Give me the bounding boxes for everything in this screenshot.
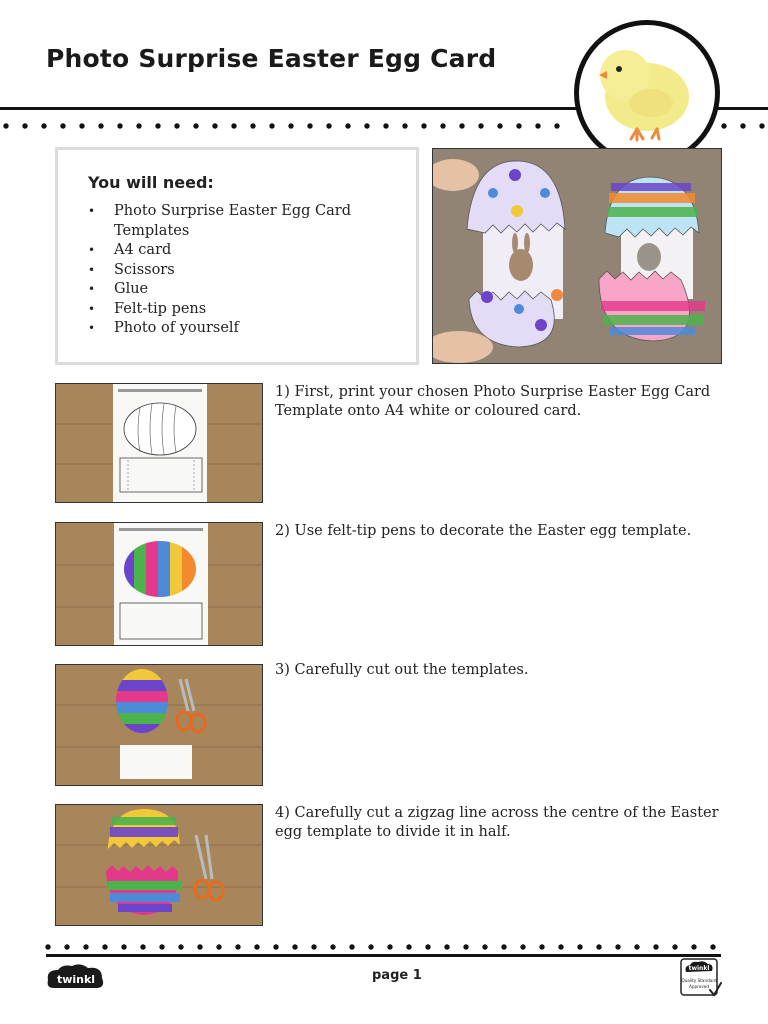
materials-list bbox=[88, 202, 388, 339]
step-4-text: 4) Carefully cut a zigzag line across the centre of the Easter egg template to divide it in half. bbox=[275, 805, 719, 840]
step-3-text: 3) Carefully cut out the templates. bbox=[275, 662, 529, 678]
finished-cards-photo bbox=[432, 148, 722, 364]
page-number: page 1 bbox=[372, 968, 422, 983]
step-4-photo bbox=[55, 804, 263, 926]
header-rule bbox=[0, 107, 585, 110]
badge-line-1: Quality Standard bbox=[681, 978, 717, 983]
materials-item: • Photo of yourself bbox=[88, 319, 388, 339]
quality-standard-badge bbox=[680, 958, 722, 998]
footer-rule bbox=[46, 954, 721, 957]
materials-item: • A4 card bbox=[88, 241, 388, 261]
step-2-text: 2) Use felt-tip pens to decorate the Easter egg template. bbox=[275, 523, 692, 539]
badge-logo-text: twinkl bbox=[688, 965, 710, 972]
page-title: Photo Surprise Easter Egg Card bbox=[46, 44, 497, 73]
step-1-text: 1) First, print your chosen Photo Surprise Easter Egg Card Template onto A4 white or coloured card. bbox=[275, 384, 711, 419]
materials-heading: You will need: bbox=[88, 173, 214, 192]
step-2-photo bbox=[55, 522, 263, 646]
materials-item: • Photo Surprise Easter Egg Card Templates bbox=[88, 202, 388, 241]
chick-illustration bbox=[574, 20, 720, 166]
badge-line-2: Approved bbox=[688, 984, 710, 989]
twinkl-logo-text: twinkl bbox=[56, 973, 96, 986]
step-3-photo bbox=[55, 664, 263, 786]
materials-item: • Glue bbox=[88, 280, 388, 300]
materials-item: • Felt-tip pens bbox=[88, 300, 388, 320]
materials-box bbox=[55, 147, 419, 365]
step-1-photo bbox=[55, 383, 263, 503]
header-rule-right bbox=[710, 107, 768, 110]
twinkl-logo bbox=[46, 962, 106, 992]
materials-item: • Scissors bbox=[88, 261, 388, 281]
footer-dotted-divider bbox=[0, 943, 768, 951]
